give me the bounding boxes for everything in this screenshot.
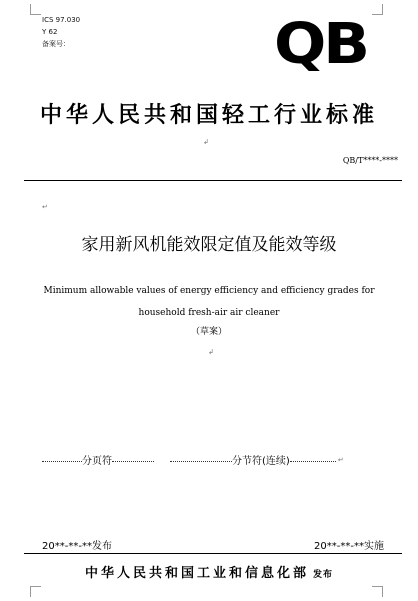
crop-mark-bottom-left <box>30 586 41 597</box>
dotted-leader <box>290 461 336 462</box>
header-rule <box>24 180 402 181</box>
classification-code: Y 62 <box>42 28 58 36</box>
page-break-marker <box>42 452 154 467</box>
arrow-mark: ↵ <box>337 455 344 464</box>
crop-mark-top-left <box>30 4 41 15</box>
section-break-label: 分节符(连续) <box>232 456 290 467</box>
paragraph-mark: ↲ <box>203 138 209 146</box>
dotted-leader <box>42 461 82 462</box>
issuer-name: 中华人民共和国工业和信息化部 <box>84 566 309 581</box>
empty-paragraph-mark: ↵ <box>42 203 48 211</box>
crop-mark-bottom-right <box>372 586 383 597</box>
ics-code: ICS 97.030 <box>42 16 81 24</box>
section-break-marker <box>170 452 344 467</box>
document-title-en-line1: Minimum allowable values of energy efficiency and efficiency grades for <box>43 286 375 296</box>
standard-category-title: 中华人民共和国轻工行业标准 <box>39 102 378 128</box>
dotted-leader <box>170 461 232 462</box>
document-title-cn: 家用新风机能效限定值及能效等级 <box>81 235 337 255</box>
standard-number: QB/T****-**** <box>342 156 398 165</box>
dotted-leader <box>112 461 154 462</box>
page-break-label: 分页符 <box>82 456 112 467</box>
issue-action: 发布 <box>313 570 334 580</box>
publish-date: 20**-**-**发布 <box>42 541 112 552</box>
issuing-authority <box>0 562 418 581</box>
crop-mark-top-right <box>372 4 383 15</box>
draft-label: （草案） <box>190 327 227 337</box>
record-number-label: 备案号： <box>42 40 70 48</box>
implement-date: 20**-**-**实施 <box>314 541 384 552</box>
paragraph-mark-2: ↲ <box>208 348 214 356</box>
footer-rule <box>24 553 402 554</box>
document-title-en-line2: household fresh-air air cleaner <box>138 308 280 318</box>
qb-standard-logo: QB <box>274 12 367 77</box>
